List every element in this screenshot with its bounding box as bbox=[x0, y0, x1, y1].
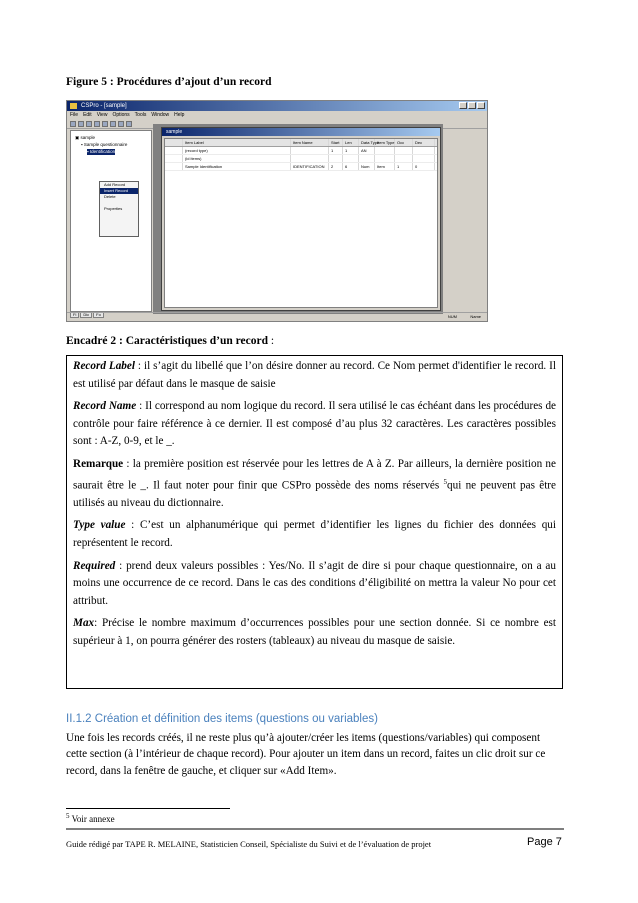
menu-edit[interactable]: Edit bbox=[83, 112, 92, 118]
table-cell: 1 bbox=[395, 163, 413, 170]
desc-required: : prend deux valeurs possibles : Yes/No. Il s’agit de dire si pour chaque questionnaire, on a au moins une occurrence de ce record. Dans le cas des conditions d’éligibilité on mettra la valeur No pour cet attribut. bbox=[73, 559, 556, 607]
menu-options[interactable]: Options bbox=[112, 112, 130, 118]
para-record-name bbox=[73, 398, 556, 451]
desc-record-label: : il s’agit du libellé que l’on désire donner au record. Ce Nom permet d'identifier le record. Il est utilisé par défaut dans le masque de saisie bbox=[73, 360, 557, 390]
menu-help[interactable]: Help bbox=[174, 112, 185, 118]
term-record-name: Record Name bbox=[73, 400, 137, 413]
table-cell: 2 bbox=[329, 163, 343, 170]
col-header: Item Name bbox=[291, 139, 329, 146]
footnote-text: Voir annexe bbox=[69, 814, 115, 824]
para-remarque bbox=[73, 456, 556, 513]
tree-item-record[interactable]: ▪ Identification bbox=[87, 149, 116, 154]
table-cell bbox=[165, 155, 183, 162]
table-cell: Item bbox=[375, 163, 395, 170]
ctx-delete[interactable]: Delete bbox=[104, 194, 116, 199]
para-type-value bbox=[73, 517, 556, 552]
table-cell bbox=[343, 155, 359, 162]
footnote bbox=[66, 812, 115, 824]
tree-item-level[interactable]: ▪ Sample questionnaire bbox=[81, 142, 128, 147]
para-required bbox=[73, 558, 556, 611]
open-icon[interactable] bbox=[78, 121, 84, 127]
grid-header bbox=[165, 139, 437, 147]
table-cell bbox=[413, 147, 435, 154]
maximize-icon[interactable] bbox=[468, 102, 476, 109]
encadre-title bbox=[66, 335, 274, 347]
col-header: Data Type bbox=[361, 140, 380, 145]
paste-icon[interactable] bbox=[110, 121, 116, 127]
table-cell: 6 bbox=[343, 163, 359, 170]
new-icon[interactable] bbox=[70, 121, 76, 127]
table-row[interactable] bbox=[165, 147, 437, 155]
section-heading: II.1.2 Création et définition des items (questions ou variables) bbox=[66, 713, 378, 725]
folder-icon: ▪ bbox=[81, 142, 84, 147]
table-cell bbox=[329, 155, 343, 162]
col-header: Item Type bbox=[377, 140, 395, 145]
status-mode: Name bbox=[470, 314, 481, 319]
desc-record-name: : Il correspond au nom logique du record. Il sera utilisé le cas échéant dans les procédures de contrôle pour faire référence à ce dernier. Il est composé d’au plus 32 caractères. Les caractères possibles sont : A-Z, 0-9, et le _. bbox=[73, 400, 556, 448]
dictionary-window-title: sample bbox=[162, 128, 440, 136]
table-cell bbox=[165, 163, 183, 170]
table-cell bbox=[395, 147, 413, 154]
table-cell bbox=[291, 155, 329, 162]
status-num: NUM bbox=[447, 314, 457, 319]
desc-remarque-2: qui ne peuvent pas être utilisés au niveau du dictionnaire. bbox=[73, 479, 556, 509]
window-controls bbox=[459, 102, 485, 109]
table-row[interactable] bbox=[165, 163, 437, 171]
table-cell bbox=[359, 155, 375, 162]
table-cell: (record type) bbox=[183, 147, 291, 154]
table-cell: Sample Identification bbox=[183, 163, 291, 170]
tab-forms[interactable]: Fo bbox=[93, 311, 104, 318]
col-header: Dec bbox=[413, 139, 435, 146]
record-icon: ▪ bbox=[87, 149, 90, 154]
col-header: Start bbox=[329, 139, 343, 146]
run-icon[interactable] bbox=[118, 121, 124, 127]
term-remarque: Remarque bbox=[73, 457, 124, 470]
help-icon[interactable] bbox=[126, 121, 132, 127]
table-cell: (id items) bbox=[183, 155, 291, 162]
app-titlebar bbox=[67, 101, 487, 111]
table-cell bbox=[165, 147, 183, 154]
tab-files[interactable]: Fi bbox=[70, 311, 79, 318]
col-header: Item Label bbox=[183, 139, 291, 146]
table-cell bbox=[395, 155, 413, 162]
term-max: Max bbox=[73, 617, 95, 630]
table-cell bbox=[291, 147, 329, 154]
footer-divider bbox=[66, 828, 564, 833]
table-cell bbox=[413, 155, 435, 162]
term-record-label: Record Label bbox=[73, 360, 135, 372]
ctx-add-record[interactable]: Add Record bbox=[104, 182, 126, 187]
table-cell bbox=[375, 147, 395, 154]
col-header: Occ bbox=[395, 139, 413, 146]
table-row[interactable] bbox=[165, 155, 437, 163]
save-icon[interactable] bbox=[86, 121, 92, 127]
dictionary-window bbox=[161, 127, 441, 311]
mdi-area bbox=[153, 124, 443, 314]
table-cell bbox=[375, 155, 395, 162]
encadre-title-bold: Encadré 2 : Caractéristiques d’un record bbox=[66, 335, 268, 347]
menu-window[interactable]: Window bbox=[151, 112, 170, 118]
cspro-screenshot bbox=[66, 100, 488, 322]
tab-dicts[interactable]: Dic bbox=[80, 311, 92, 318]
footnote-ref[interactable]: 5 bbox=[443, 477, 448, 486]
items-grid bbox=[164, 138, 438, 308]
context-menu bbox=[99, 181, 139, 237]
desc-type-value: : C’est un alphanumérique qui permet d’identifier les lignes du fichier des données qui représentent le record. bbox=[73, 519, 556, 550]
copy-icon[interactable] bbox=[102, 121, 108, 127]
footnote-divider bbox=[66, 808, 230, 809]
table-cell: AN bbox=[359, 147, 375, 154]
menu-tools[interactable]: Tools bbox=[134, 112, 147, 118]
app-icon bbox=[70, 103, 77, 109]
table-cell: 0 bbox=[413, 163, 435, 170]
ctx-properties[interactable]: Properties bbox=[104, 206, 123, 211]
ctx-insert-record[interactable]: Insert Record bbox=[100, 188, 138, 194]
col-header bbox=[165, 139, 183, 146]
col-header: Len bbox=[343, 139, 359, 146]
footnote-number: 5 bbox=[66, 812, 70, 820]
para-max bbox=[73, 615, 556, 650]
figure-caption: Figure 5 : Procédures d’ajout d’un record bbox=[66, 76, 272, 88]
table-cell: Num bbox=[359, 163, 375, 170]
app-title: CSPro - [sample] bbox=[81, 103, 127, 109]
cut-icon[interactable] bbox=[94, 121, 100, 127]
encadre-title-rest: : bbox=[267, 335, 275, 347]
para-record-label bbox=[73, 358, 556, 393]
term-type-value: Type value bbox=[73, 519, 126, 532]
page-number: Page 7 bbox=[527, 836, 562, 848]
encadre-box bbox=[66, 355, 563, 689]
status-bar bbox=[67, 312, 487, 321]
dictionary-tree bbox=[70, 130, 152, 312]
book-icon: ▣ bbox=[75, 135, 81, 140]
desc-remarque-1: : la première position est réservée pour les lettres de A à Z. Par ailleurs, la dernière position ne saurait être le _. Il faut noter pour finir que CSPro possède des noms réservés bbox=[73, 457, 556, 492]
section-body: Une fois les records créés, il ne reste plus qu’à ajouter/créer les items (questions/variables) qui composent cette section (à l’intérieur de chaque record). Pour ajouter un item dans un record, faites un clic droit sur ce record, dans la fenêtre de gauche, et cliquer sur «Add Item». bbox=[66, 732, 546, 777]
menu-file[interactable]: File bbox=[70, 112, 79, 118]
tree-item-dictionary[interactable]: ▣ sample bbox=[75, 135, 96, 140]
table-cell: IDENTIFICATION bbox=[291, 163, 329, 170]
desc-max: : Précise le nombre maximum d’occurrences possibles pour une section donnée. Si ce nombre est supérieur à 1, on pourra générer des rosters (tableaux) au niveau du masque de saisie. bbox=[73, 617, 556, 648]
close-icon[interactable] bbox=[477, 102, 485, 109]
footer-credit: Guide rédigé par TAPE R. MELAINE, Statisticien Conseil, Spécialiste du Suivi et de l’évaluation de projet bbox=[66, 839, 432, 849]
table-cell: 1 bbox=[329, 147, 343, 154]
term-required: Required bbox=[73, 559, 116, 572]
menubar bbox=[67, 111, 487, 119]
menu-view[interactable]: View bbox=[96, 112, 108, 118]
minimize-icon[interactable] bbox=[459, 102, 467, 109]
table-cell: 1 bbox=[343, 147, 359, 154]
